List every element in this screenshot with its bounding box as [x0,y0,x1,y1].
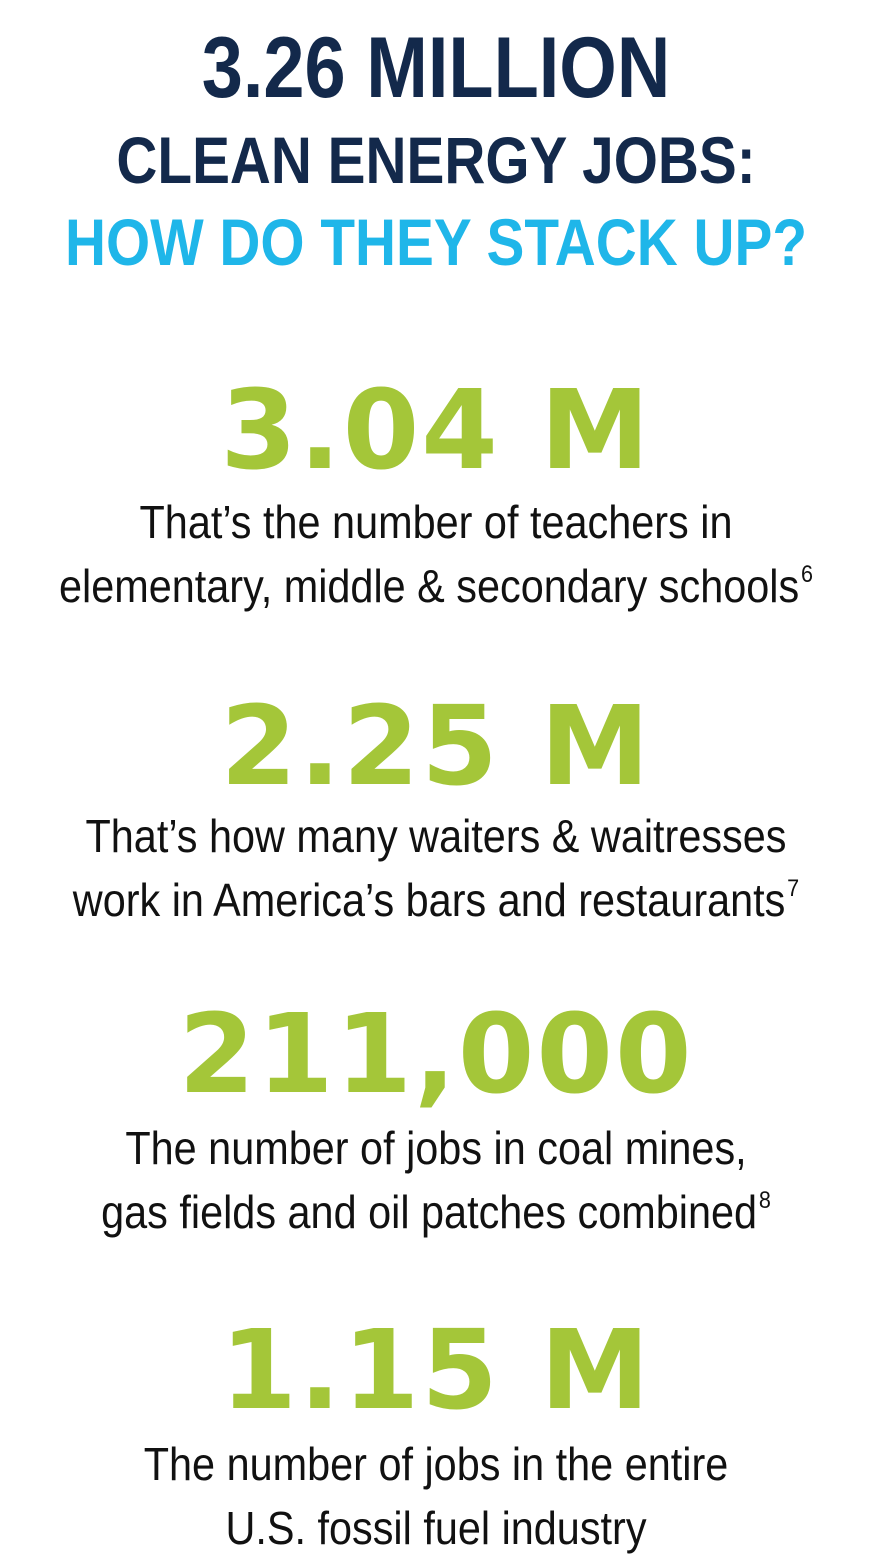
stat-desc-teachers-line1: That’s the number of teachers in [139,496,733,548]
stat-desc-teachers-text: elementary, middle & secondary schools [58,560,800,612]
stat-desc-waiters-line2 [44,872,829,937]
stat-desc-extraction-line1: The number of jobs in coal mines, [125,1122,747,1174]
stat-desc-extraction-line2 [44,1184,829,1249]
footnote-marker: 8 [758,1187,771,1214]
stat-desc-waiters-text: work in America’s bars and restaurants [72,874,786,926]
stat-number-waiters: 2.25 M [220,682,652,810]
stat-desc-teachers-line2 [44,558,829,623]
stat-desc-extraction-text: gas fields and oil patches combined [101,1186,758,1238]
footnote-marker: 6 [800,561,814,588]
stat-desc-industry-line1: The number of jobs in the entire [143,1438,729,1490]
headline-question: HOW DO THEY STACK UP? [64,205,808,279]
stat-desc-waiters-line1: That’s how many waiters & waitresses [85,810,787,862]
stat-number-fossil-extraction: 211,000 [178,990,694,1118]
stat-desc-industry-line2: U.S. fossil fuel industry [225,1502,647,1554]
headline-total-jobs: 3.26 MILLION [201,20,671,116]
headline-clean-energy-jobs: CLEAN ENERGY JOBS: [116,123,756,197]
stat-number-teachers: 3.04 M [220,366,652,494]
stat-number-fossil-industry: 1.15 M [220,1306,652,1434]
footnote-marker: 7 [787,875,800,902]
